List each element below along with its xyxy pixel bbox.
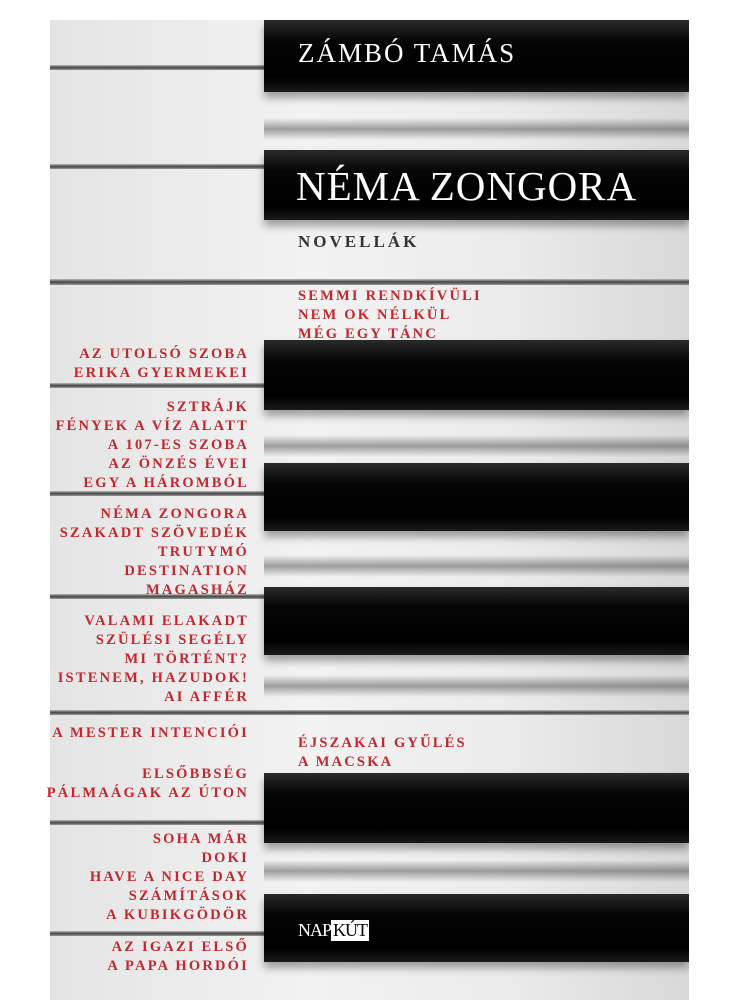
- story-title: ELSŐBBSÉG: [142, 766, 249, 782]
- key-shadow: [264, 860, 689, 882]
- key-divider: [50, 383, 264, 388]
- story-title: ERIKA GYERMEKEI: [73, 365, 249, 381]
- top-margin: [50, 0, 689, 20]
- story-title: SZÁMÍTÁSOK: [128, 888, 249, 904]
- story-title: DOKI: [201, 850, 249, 866]
- story-title: DESTINATION: [124, 563, 249, 579]
- story-list: [298, 734, 467, 772]
- publisher-logo-part: KÚT: [333, 920, 368, 940]
- black-key: [264, 587, 689, 655]
- story-title: SEMMI RENDKÍVÜLI: [298, 288, 482, 304]
- story-title: AZ IGAZI ELSŐ: [111, 939, 249, 955]
- story-title: A MACSKA: [298, 754, 394, 770]
- black-key: [264, 463, 689, 531]
- key-shadow: [264, 118, 689, 140]
- story-title: NÉMA ZONGORA: [100, 506, 249, 522]
- story-list: [74, 345, 249, 383]
- story-list: [47, 765, 249, 803]
- key-shadow: [264, 555, 689, 577]
- story-list: [58, 612, 249, 707]
- publisher-logo-part: NAP: [298, 920, 332, 940]
- key-divider: [50, 65, 264, 70]
- story-title: SZTRÁJK: [166, 399, 249, 415]
- story-title: PÁLMAÁGAK AZ ÚTON: [46, 785, 249, 801]
- publisher-logo: [298, 920, 369, 941]
- story-title: A MESTER INTENCIÓI: [52, 725, 249, 741]
- story-title: TRUTYMÓ: [157, 544, 249, 560]
- story-list: [107, 938, 249, 976]
- book-title: NÉMA ZONGORA: [296, 163, 638, 209]
- story-list: [60, 505, 249, 600]
- story-title: NEM OK NÉLKÜL: [298, 307, 452, 323]
- story-list: [298, 287, 482, 344]
- story-title: EGY A HÁROMBÓL: [83, 475, 249, 491]
- story-title: SZÜLÉSI SEGÉLY: [95, 632, 249, 648]
- story-title: MI TÖRTÉNT?: [124, 651, 249, 667]
- author-name: ZÁMBÓ TAMÁS: [298, 38, 517, 68]
- story-title: ISTENEM, HAZUDOK!: [57, 670, 249, 686]
- story-title: FÉNYEK A VÍZ ALATT: [55, 418, 249, 434]
- key-divider: [50, 931, 264, 936]
- key-shadow: [264, 435, 689, 457]
- story-title: AZ UTOLSÓ SZOBA: [79, 346, 249, 362]
- black-key: [264, 340, 689, 410]
- story-title: AI AFFÉR: [164, 689, 249, 705]
- key-divider: [50, 710, 689, 715]
- story-list: [52, 724, 249, 743]
- story-list: [90, 830, 249, 925]
- story-list: [56, 398, 249, 493]
- black-key: [264, 773, 689, 843]
- story-title: SZAKADT SZÖVEDÉK: [59, 525, 249, 541]
- story-title: A PAPA HORDÓI: [107, 958, 249, 974]
- key-divider: [50, 820, 264, 825]
- story-title: MÉG EGY TÁNC: [298, 326, 438, 342]
- story-title: SOHA MÁR: [152, 831, 249, 847]
- story-title: A 107-ES SZOBA: [107, 437, 249, 453]
- book-subtitle: NOVELLÁK: [298, 232, 420, 251]
- key-divider: [50, 279, 689, 285]
- key-shadow: [264, 675, 689, 697]
- story-title: MAGASHÁZ: [146, 582, 249, 598]
- story-title: HAVE A NICE DAY: [89, 869, 249, 885]
- story-title: AZ ÖNZÉS ÉVEI: [108, 456, 249, 472]
- story-title: A KUBIKGÖDÖR: [106, 907, 249, 923]
- key-divider: [50, 164, 264, 169]
- story-title: VALAMI ELAKADT: [84, 613, 249, 629]
- story-title: ÉJSZAKAI GYŰLÉS: [298, 735, 467, 751]
